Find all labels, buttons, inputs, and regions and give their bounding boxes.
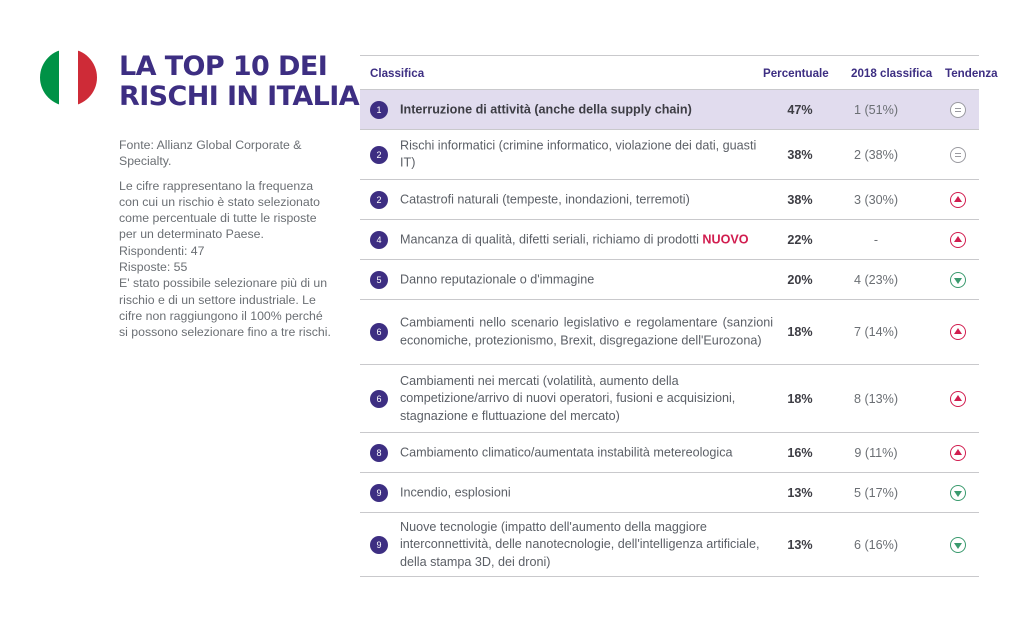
rank-badge: 4 bbox=[370, 231, 388, 249]
flag-stripe-red bbox=[78, 49, 97, 106]
risk-percent: 38% bbox=[787, 147, 813, 162]
risk-name bbox=[400, 315, 773, 350]
title-line-2: RISCHI IN ITALIA bbox=[119, 81, 359, 112]
prev-rank: 7 (14%) bbox=[853, 325, 899, 339]
prev-rank: 1 (51%) bbox=[853, 102, 899, 117]
equal-bar bbox=[955, 111, 961, 112]
trend-equal-icon bbox=[950, 147, 966, 163]
respondents-count: Rispondenti: 47 bbox=[119, 243, 205, 258]
header-rank: Classifica bbox=[370, 67, 425, 80]
prev-rank: 4 (23%) bbox=[853, 272, 899, 287]
risk-name bbox=[400, 444, 773, 462]
trend-down-icon bbox=[950, 485, 966, 501]
title-line-1: LA TOP 10 DEI bbox=[119, 51, 328, 82]
risk-label: Cambiamenti nello scenario legislativo e regolamentare (sanzioni economiche, protezionismo, Brexit, disgregazione dell'Eurozona) bbox=[400, 315, 773, 347]
equal-bar bbox=[955, 153, 961, 154]
table-header bbox=[360, 55, 998, 89]
trend-up-icon bbox=[950, 192, 966, 208]
trend-up-icon bbox=[950, 391, 966, 407]
triangle bbox=[954, 278, 962, 284]
sidebar-notes bbox=[119, 137, 334, 341]
rank-badge: 6 bbox=[370, 390, 388, 408]
risk-table bbox=[360, 55, 998, 577]
new-badge: NUOVO bbox=[702, 231, 749, 246]
rank-badge: 9 bbox=[370, 536, 388, 554]
trend-down-icon bbox=[950, 537, 966, 553]
rank-badge: 2 bbox=[370, 191, 388, 209]
prev-rank: 9 (11%) bbox=[854, 445, 898, 460]
risk-label: Incendio, esplosioni bbox=[400, 484, 511, 499]
risk-name bbox=[400, 191, 773, 209]
table-row bbox=[360, 89, 979, 129]
rank-badge: 1 bbox=[370, 101, 388, 119]
source-note: Fonte: Allianz Global Corporate & Specialty. bbox=[119, 138, 302, 169]
trend-equal-icon bbox=[950, 102, 966, 118]
risk-percent: 18% bbox=[787, 391, 813, 406]
table-row bbox=[360, 432, 979, 472]
table-body bbox=[360, 89, 979, 577]
triangle bbox=[954, 236, 962, 242]
equal-bar bbox=[955, 108, 961, 109]
header-percent: Percentuale bbox=[763, 67, 829, 80]
risk-label: Nuove tecnologie (impatto dell'aumento della maggiore interconnettività, delle nanotecnologie, dell'intelligenza artificiale, della stampa 3D, dei droni) bbox=[400, 519, 760, 569]
rank-badge: 9 bbox=[370, 484, 388, 502]
risk-percent: 38% bbox=[787, 192, 813, 207]
risk-label: Cambiamenti nei mercati (volatilità, aumento della competizione/arrivo di nuovi operatori, fusioni e acquisizioni, stagnazione e fluttuazione del mercato) bbox=[400, 373, 736, 423]
flag-stripe-white bbox=[59, 49, 78, 106]
responses-count: Risposte: 55 bbox=[119, 260, 188, 275]
triangle bbox=[954, 449, 962, 455]
risk-name bbox=[400, 518, 773, 571]
risk-label: Catastrofi naturali (tempeste, inondazioni, terremoti) bbox=[400, 191, 690, 206]
prev-rank: 3 (30%) bbox=[853, 192, 899, 207]
risk-percent: 47% bbox=[787, 102, 813, 117]
table-row bbox=[360, 219, 979, 259]
table-row bbox=[360, 299, 979, 364]
trend-up-icon bbox=[950, 232, 966, 248]
risk-label: Cambiamento climatico/aumentata instabilità metereologica bbox=[400, 444, 733, 459]
risk-name bbox=[400, 137, 773, 172]
rank-badge: 2 bbox=[370, 146, 388, 164]
rank-badge: 5 bbox=[370, 271, 388, 289]
prev-rank: - bbox=[873, 232, 879, 247]
trend-up-icon bbox=[950, 324, 966, 340]
rank-badge: 8 bbox=[370, 444, 388, 462]
flag-stripe-green bbox=[40, 49, 59, 106]
triangle bbox=[954, 543, 962, 549]
italy-flag-icon bbox=[40, 49, 97, 106]
table-row bbox=[360, 179, 979, 219]
rank-badge: 6 bbox=[370, 323, 388, 341]
trend-down-icon bbox=[950, 272, 966, 288]
risk-label: Mancanza di qualità, difetti seriali, richiamo di prodotti bbox=[400, 231, 699, 246]
selection-note: E' stato possibile selezionare più di un rischio e di un settore industriale. Le cifre non raggiungono il 100% perché si possono selezionare fino a tre rischi. bbox=[119, 276, 331, 340]
triangle bbox=[954, 491, 962, 497]
risk-percent: 13% bbox=[787, 537, 813, 552]
risk-name bbox=[400, 101, 773, 119]
risk-name bbox=[400, 231, 773, 249]
header-trend: Tendenza bbox=[945, 67, 998, 80]
risk-percent: 18% bbox=[787, 325, 813, 339]
risk-label: Rischi informatici (crimine informatico, violazione dei dati, guasti IT) bbox=[400, 138, 757, 170]
risk-percent: 22% bbox=[787, 232, 813, 247]
table-row bbox=[360, 259, 979, 299]
trend-up-icon bbox=[950, 445, 966, 461]
triangle bbox=[954, 196, 962, 202]
equal-bar bbox=[955, 156, 961, 157]
table-row bbox=[360, 364, 979, 432]
risk-percent: 20% bbox=[787, 272, 813, 287]
method-note: Le cifre rappresentano la frequenza con cui un rischio è stato selezionato come percentuale di tutte le risposte per un determinato Paese. bbox=[119, 178, 320, 242]
risk-name bbox=[400, 372, 773, 425]
risk-label: Interruzione di attività (anche della supply chain) bbox=[400, 101, 692, 116]
risk-percent: 16% bbox=[787, 445, 813, 460]
table-row bbox=[360, 512, 979, 577]
prev-rank: 6 (16%) bbox=[853, 537, 899, 552]
triangle bbox=[954, 328, 962, 334]
page-title bbox=[119, 52, 359, 112]
prev-rank: 8 (13%) bbox=[853, 391, 899, 406]
table-row bbox=[360, 472, 979, 512]
header-prev: 2018 classifica bbox=[851, 67, 933, 80]
risk-name bbox=[400, 484, 773, 502]
table-row bbox=[360, 129, 979, 179]
risk-name bbox=[400, 271, 773, 289]
triangle bbox=[954, 395, 962, 401]
risk-label: Danno reputazionale o d'immagine bbox=[400, 271, 595, 286]
risk-percent: 13% bbox=[787, 485, 813, 500]
prev-rank: 5 (17%) bbox=[853, 485, 899, 500]
prev-rank: 2 (38%) bbox=[853, 147, 899, 162]
